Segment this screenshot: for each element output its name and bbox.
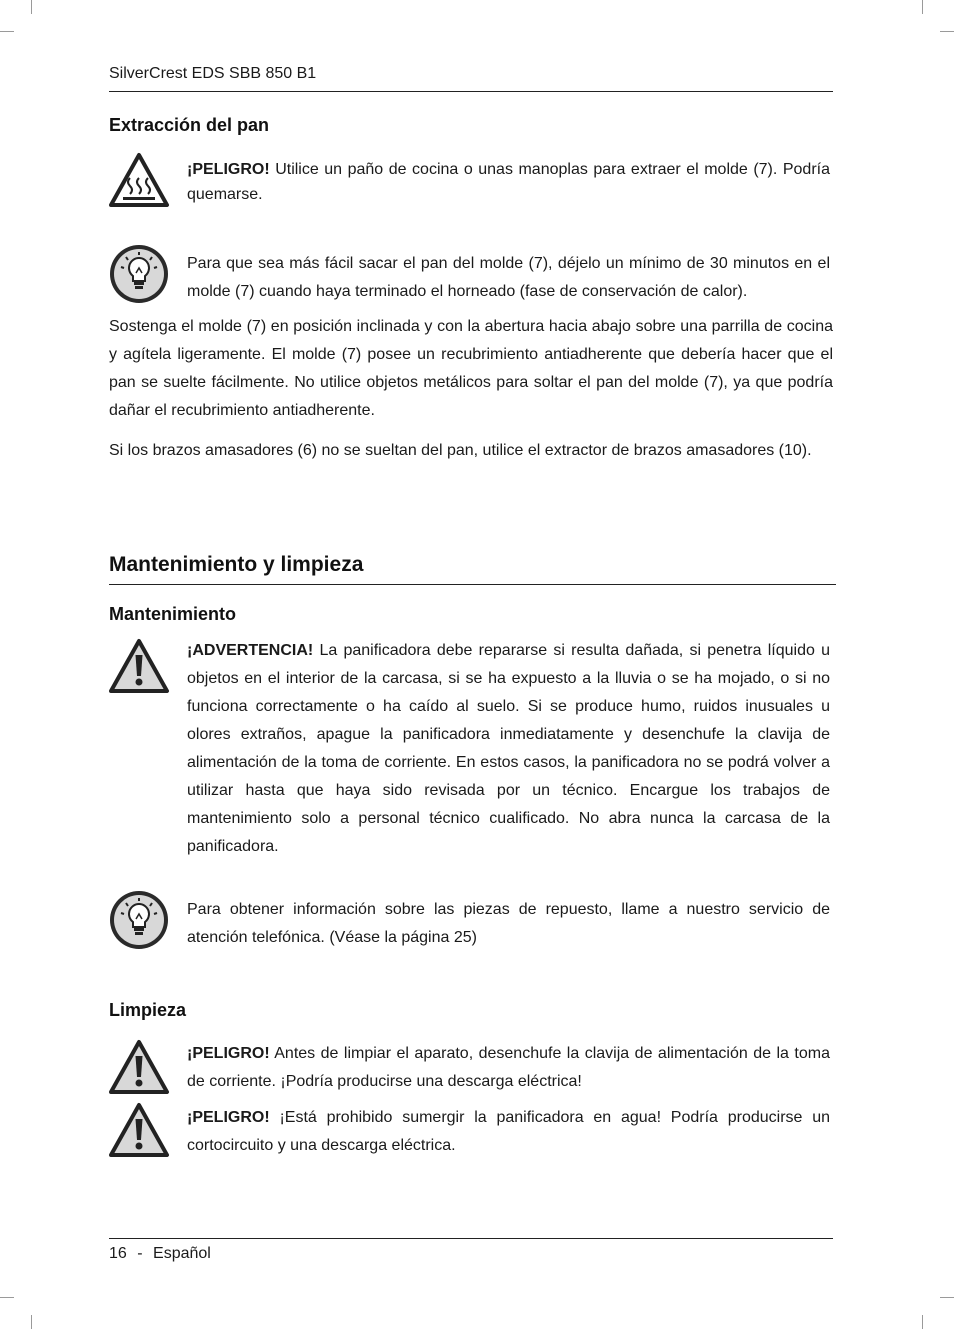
danger-text: ¡Está prohibido sumergir la panificadora en agua! Podría producirse un cortocircuito y una descarga eléctrica. xyxy=(187,1109,830,1154)
danger-label: ¡PELIGRO! xyxy=(187,1045,270,1062)
hot-surface-warning-icon xyxy=(108,152,170,208)
warning-notice-repair xyxy=(187,637,830,861)
footer-rule xyxy=(109,1238,833,1239)
lightbulb-tip-icon xyxy=(108,889,170,951)
footer-language: Español xyxy=(153,1245,211,1262)
page-footer xyxy=(109,1243,211,1265)
warning-text: La panificadora debe repararse si resulta dañada, si penetra líquido u objetos en el interior de la carcasa, si se ha expuesto a la lluvia o se ha mojado, o si no funciona correctamente o ha caído al suelo. Si se produce humo, ruidos inusuales u olores extraños, apague la panificadora inmediatamente y desenchufe la clavija de alimentación de la toma de corriente. En estos casos, la panificadora no se podrá volver a utilizar hasta que haya sido revisada por un técnico. Encargue los trabajos de mantenimiento solo a personal técnico cualificado. No abra nunca la carcasa de la panificadora. xyxy=(187,642,830,855)
crop-mark xyxy=(31,1315,32,1329)
lightbulb-tip-icon xyxy=(108,243,170,305)
danger-label: ¡PELIGRO! xyxy=(187,161,270,178)
subheading-cleaning: Limpieza xyxy=(109,1000,187,1020)
paragraph-remove-bread: Sostenga el molde (7) en posición inclinada y con la abertura hacia abajo sobre una parrilla de cocina y agítela ligeramente. El molde (7) posee un recubrimiento antiadherente que debería hacer que el pan se suelte fácilmente. No utilice objetos metálicos para soltar el pan del molde (7), ya que podría dañar el recubrimiento antiadherente. xyxy=(109,318,833,419)
crop-mark xyxy=(922,1315,923,1329)
exclamation-warning-icon xyxy=(108,1039,170,1095)
tip-notice-spare-parts: Para obtener información sobre las piezas de repuesto, llame a nuestro servicio de atención telefónica. (Véase la página 25) xyxy=(187,901,830,946)
footer-separator: - xyxy=(137,1245,143,1262)
section-rule xyxy=(109,584,836,585)
danger-text: Antes de limpiar el aparato, desenchufe la clavija de alimentación de la toma de corriente. ¡Podría producirse una descarga eléctrica! xyxy=(187,1045,830,1090)
header-rule xyxy=(109,91,833,92)
danger-label: ¡PELIGRO! xyxy=(187,1109,270,1126)
page-header: SilverCrest EDS SBB 850 B1 xyxy=(109,65,317,82)
exclamation-warning-icon xyxy=(108,638,170,694)
section-heading-maintenance-cleaning: Mantenimiento y limpieza xyxy=(109,553,364,576)
subheading-maintenance: Mantenimiento xyxy=(109,604,237,624)
crop-mark xyxy=(940,31,954,32)
page-number: 16 xyxy=(109,1245,127,1262)
crop-mark xyxy=(31,0,32,14)
paragraph-kneading-arms: Si los brazos amasadores (6) no se sueltan del pan, utilice el extractor de brazos amasadores (10). xyxy=(109,442,812,459)
exclamation-warning-icon xyxy=(108,1102,170,1158)
tip-notice-cooling: Para que sea más fácil sacar el pan del molde (7), déjelo un mínimo de 30 minutos en el molde (7) cuando haya terminado el horneado (fase de conservación de calor). xyxy=(187,255,830,300)
crop-mark xyxy=(922,0,923,14)
section-heading-bread-removal: Extracción del pan xyxy=(109,115,270,135)
danger-text: Utilice un paño de cocina o unas manoplas para extraer el molde (7). Podría quemarse. xyxy=(187,161,830,203)
danger-notice-oven-mitts xyxy=(187,157,830,207)
warning-label: ¡ADVERTENCIA! xyxy=(187,642,314,659)
crop-mark xyxy=(0,31,14,32)
danger-notice-unplug xyxy=(187,1040,830,1096)
crop-mark xyxy=(940,1297,954,1298)
danger-notice-water xyxy=(187,1104,830,1160)
crop-mark xyxy=(0,1297,14,1298)
